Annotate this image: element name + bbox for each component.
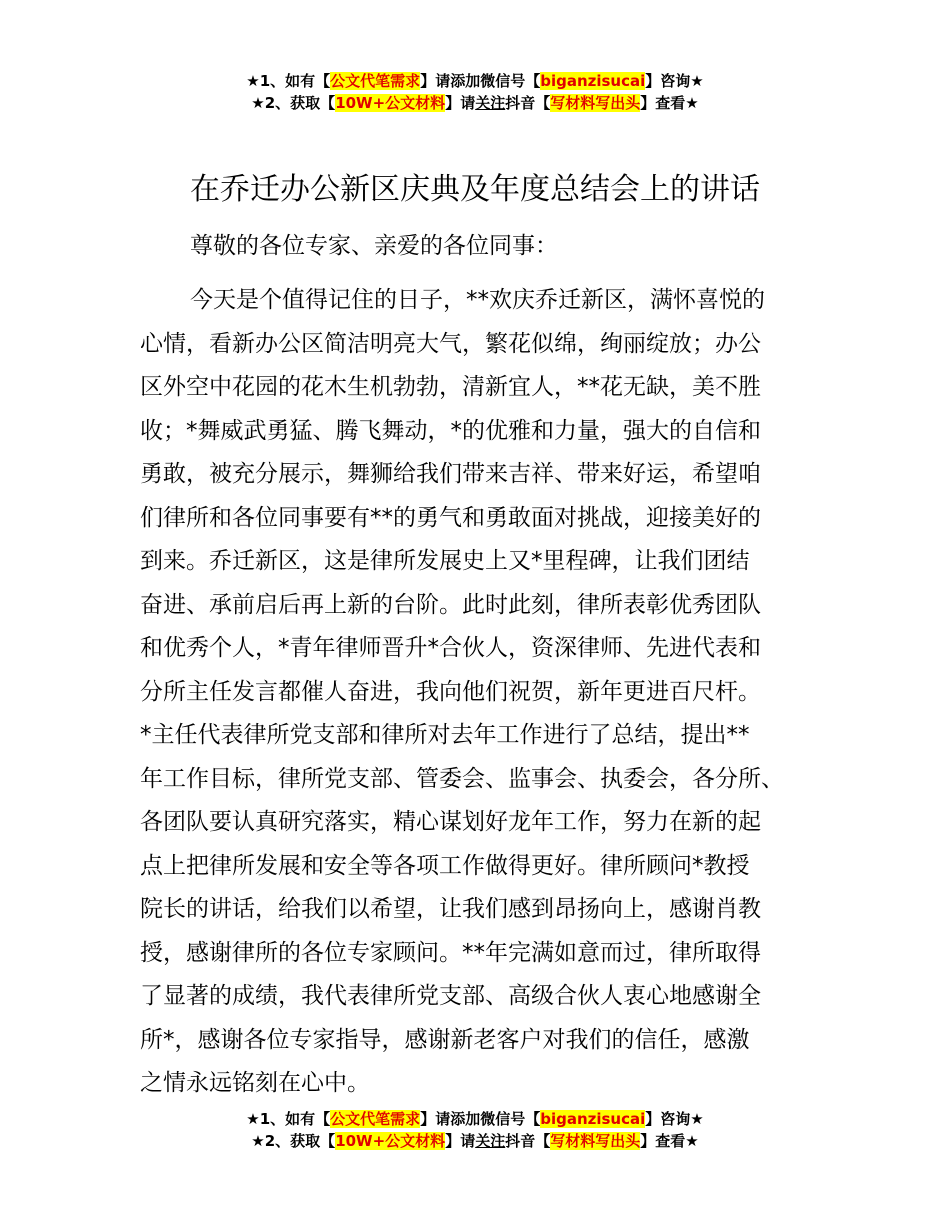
promo-text: ★1、如有【	[246, 72, 331, 90]
body-line: 今天是个值得记住的日子，**欢庆乔迁新区，满怀喜悦的	[190, 287, 765, 313]
body-line: 之情永远铭刻在心中。	[140, 1070, 370, 1096]
promo-highlight: 10W+公文材料	[335, 1132, 446, 1150]
promo-highlight-wechat: biganzisucai	[540, 1110, 646, 1128]
body-line: 授，感谢律所的各位专家顾问。**年完满如意而过，律所取得	[140, 939, 761, 966]
promo-text: 】查看★	[640, 94, 699, 112]
body-line: 奋进、承前启后再上新的台阶。此时此刻，律所表彰优秀团队	[140, 591, 761, 618]
promo-highlight: 公文代笔需求	[330, 1110, 421, 1128]
promo-text: 】查看★	[640, 1132, 699, 1150]
body-line: 收；*舞威武勇猛、腾飞舞动，*的优雅和力量，强大的自信和	[140, 417, 761, 444]
body-line: 点上把律所发展和安全等各项工作做得更好。律所顾问*教授	[140, 852, 750, 879]
promo-text: 抖音【	[505, 94, 551, 112]
promo-line-2	[0, 1130, 950, 1152]
promo-highlight: 10W+公文材料	[335, 94, 446, 112]
promo-text: ★2、获取【	[251, 94, 336, 112]
promo-text: 】咨询★	[645, 1110, 704, 1128]
body-line: 到来。乔迁新区，这是律所发展史上又*里程碑，让我们团结	[140, 548, 750, 574]
body-line: 院长的讲话，给我们以希望，让我们感到昂扬向上，感谢肖教	[140, 896, 761, 922]
promo-text: ★1、如有【	[246, 1110, 331, 1128]
body-line: 分所主任发言都催人奋进，我向他们祝贺，新年更进百尺杆。	[140, 678, 761, 705]
document-title: 在乔迁办公新区庆典及年度总结会上的讲话	[190, 172, 760, 207]
promo-highlight-douyin: 写材料写出头	[550, 1132, 641, 1150]
promo-banner-top	[0, 70, 950, 114]
promo-highlight-douyin: 写材料写出头	[550, 94, 641, 112]
promo-highlight: 公文代笔需求	[330, 72, 421, 90]
body-line: 和优秀个人，*青年律师晋升*合伙人，资深律师、先进代表和	[140, 635, 761, 661]
promo-line-1	[0, 70, 950, 92]
body-line: 年工作目标，律所党支部、管委会、监事会、执委会，各分所、	[140, 765, 784, 792]
promo-text: ★2、获取【	[251, 1132, 336, 1150]
promo-underline: 关注	[475, 94, 506, 112]
promo-text: 】请	[445, 94, 476, 112]
body-line: *主任代表律所党支部和律所对去年工作进行了总结，提出**	[140, 722, 750, 748]
body-line: 区外空中花园的花木生机勃勃，清新宜人，**花无缺，美不胜	[140, 374, 761, 400]
body-line: 各团队要认真研究落实，精心谋划好龙年工作，努力在新的起	[140, 809, 761, 835]
body-line: 们律所和各位同事要有**的勇气和勇敢面对挑战，迎接美好的	[140, 504, 761, 531]
body-line: 所*，感谢各位专家指导，感谢新老客户对我们的信任，感激	[140, 1026, 750, 1053]
promo-text: 】请	[445, 1132, 476, 1150]
body-line: 了显著的成绩，我代表律所党支部、高级合伙人衷心地感谢全	[140, 983, 761, 1009]
promo-underline: 关注	[475, 1132, 506, 1150]
body-line: 心情，看新办公区简洁明亮大气，繁花似绵，绚丽绽放；办公	[140, 330, 761, 357]
body-paragraph	[140, 279, 812, 1106]
promo-line-1	[0, 1108, 950, 1130]
promo-text: 】请添加微信号【	[420, 72, 541, 90]
promo-text: 抖音【	[505, 1132, 551, 1150]
salutation: 尊敬的各位专家、亲爱的各位同事：	[190, 233, 558, 259]
promo-banner-bottom	[0, 1108, 950, 1152]
promo-text: 】请添加微信号【	[420, 1110, 541, 1128]
promo-line-2	[0, 92, 950, 114]
body-line: 勇敢，被充分展示，舞狮给我们带来吉祥、带来好运，希望咱	[140, 461, 761, 487]
promo-highlight-wechat: biganzisucai	[540, 72, 646, 90]
promo-text: 】咨询★	[645, 72, 704, 90]
